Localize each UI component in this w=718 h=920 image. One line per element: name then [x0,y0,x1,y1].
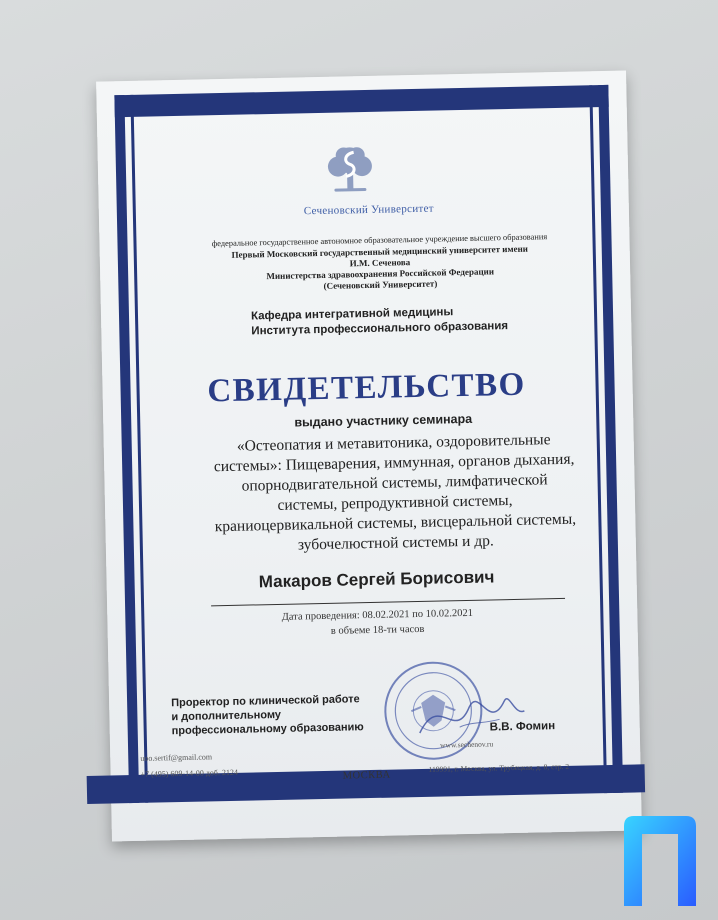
border-top [114,85,608,117]
university-name: Сеченовский Университет [303,202,434,218]
seminar-line: системы, репродуктивной системы, [277,492,513,514]
signer-title-line: профессиональному образованию [171,721,364,738]
department-line-1: Кафедра интегративной медицины [250,306,454,323]
watermark-logo-icon [618,812,702,906]
city-name: МОСКВА [342,769,391,782]
header-line-1: федеральное государственное автономное образовательное учреждение высшего образования [211,232,548,249]
seminar-line: системы»: Пищеварения, иммунная, органов дыхания, [213,450,575,476]
seminar-line: «Остеопатия и метавитоника, оздоровительные [236,431,551,455]
seminar-description [184,429,606,558]
divider-line [211,598,565,606]
contact-info [140,749,238,783]
header-line-4: Министерства здравоохранения Российской Федерации [266,266,495,282]
contact-phone: +7 (495) 609-14-00 доб. 2124 [140,767,239,779]
signer-name: В.В. Фомин [489,720,556,734]
seminar-dates [247,605,508,640]
seminar-line: краниоцервикальной системы, висцеральной системы, [214,510,577,536]
tree-logo-icon [319,144,380,195]
website: www.sechenov.ru [439,739,494,750]
participant-name: Макаров Сергей Борисович [258,567,495,592]
signer-title-line: и дополнительному [171,708,282,724]
seminar-line: зубочелюстной системы и др. [297,532,494,554]
certificate-paper [96,71,642,842]
seminar-line: опорнодвигательной системы, лимфатической [241,471,548,495]
signer-title-line: Проректор по клинической работе [171,693,360,710]
postal-address: 119991, г. Москва, ул. Трубецкая, д. 8, стр. 2 [428,761,570,774]
dates-text: Дата проведения: 08.02.2021 по 10.02.2021 [281,607,474,623]
certificate-title: СВИДЕТЕЛЬСТВО [207,366,527,410]
issued-to-text: выдано участнику семинара [294,411,473,430]
hours-text: в объеме 18-ти часов [330,623,425,637]
header-line-3: И.М. Сеченова [349,257,411,269]
department-line-2: Института профессионального образования [251,320,509,338]
header-line-5: (Сеченовский Университет) [323,278,438,291]
header-line-2: Первый Московский государственный медицинский университет имени [231,243,529,260]
contact-email: uoo.sertif@gmail.com [140,752,213,763]
